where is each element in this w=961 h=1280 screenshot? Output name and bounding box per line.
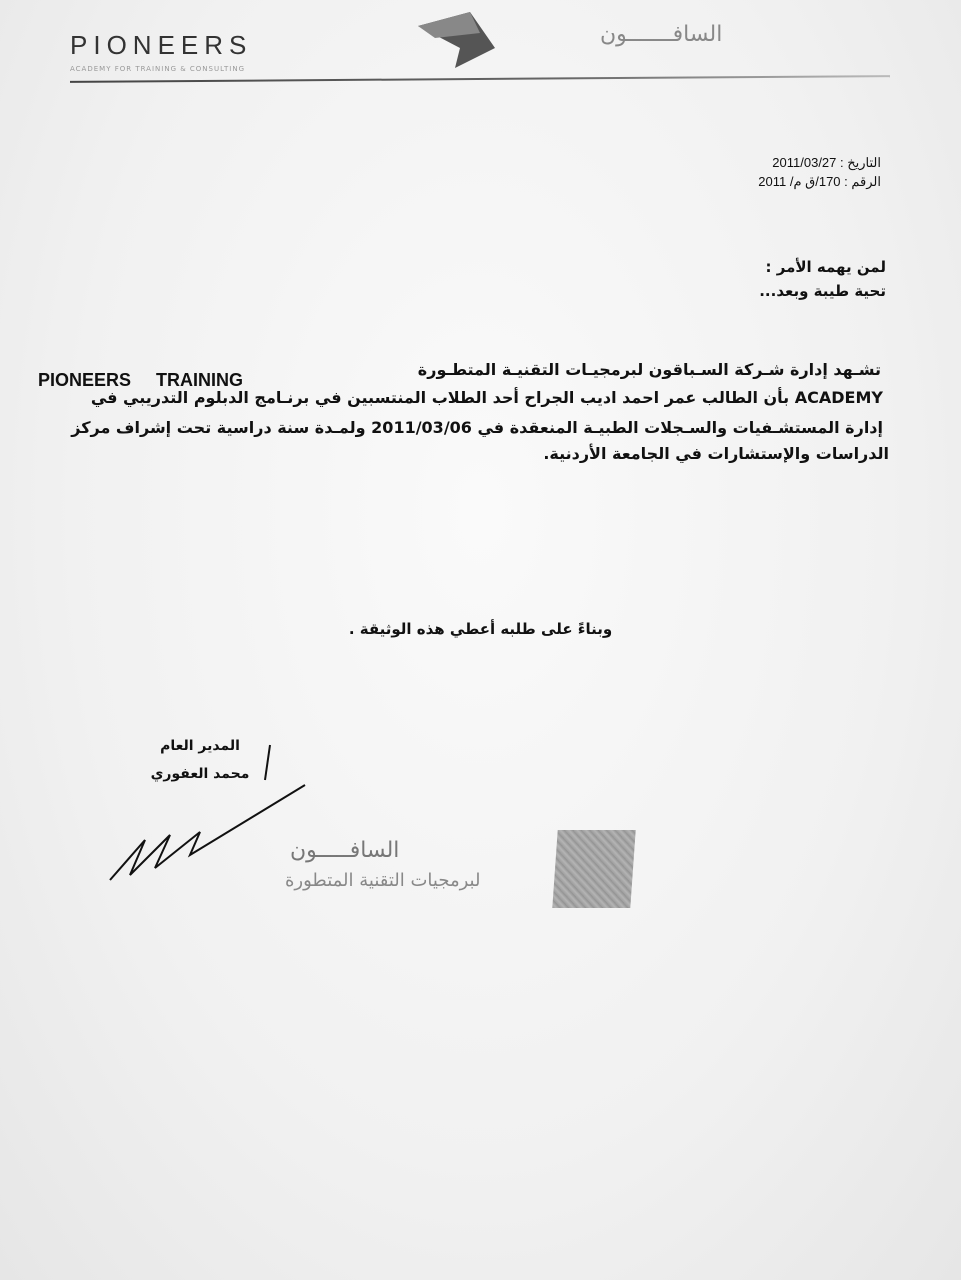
greeting-salute: تحية طيبة وبعد... bbox=[759, 282, 886, 300]
signatory-title: المدير العام bbox=[160, 738, 240, 754]
company-logo-text: PIONEERS bbox=[70, 30, 253, 60]
stamp-company-subtitle: لبرمجيات التقنية المتطورة bbox=[285, 870, 481, 891]
body-line-4: الدراسات والإستشارات في الجامعة الأردنية. bbox=[543, 444, 889, 463]
company-logo-arabic: السافـــــــون bbox=[600, 22, 723, 47]
company-tagline: ACADEMY FOR TRAINING & CONSULTING bbox=[70, 65, 246, 73]
body-line-2: ACADEMY بأن الطالب عمر احمد اديب الجراح أحد الطلاب المنتسبين في برنـامج الدبلوم التدريبي في bbox=[90, 388, 883, 407]
stamp-company-name: السافـــــون bbox=[290, 838, 400, 863]
body-line-3: إدارة المستشـفيات والسـجلات الطبيـة المنعقدة في 2011/03/06 ولمـدة سنة دراسية تحت إشراف مركز bbox=[71, 418, 883, 437]
body-line-1: تشـهد إدارة شـركة السـباقون لبرمجيـات التقنيـة المتطـورة bbox=[417, 360, 881, 379]
signatory-name: محمد العفوري bbox=[150, 766, 250, 782]
handwritten-signature bbox=[100, 740, 320, 890]
stamp-logo-icon bbox=[552, 830, 635, 908]
company-logo-icon bbox=[410, 8, 510, 68]
body-line-academy: PIONEERS TRAINING bbox=[38, 370, 244, 390]
closing-statement: وبناءً على طلبه أعطي هذه الوثيقة . bbox=[348, 620, 613, 638]
letterhead-divider bbox=[70, 75, 890, 83]
document-reference: الرقم : 170/ق م/ 2011 bbox=[758, 174, 881, 189]
greeting-to: لمن يهمه الأمر : bbox=[765, 258, 886, 276]
document-date: التاريخ : 2011/03/27 bbox=[772, 155, 881, 170]
